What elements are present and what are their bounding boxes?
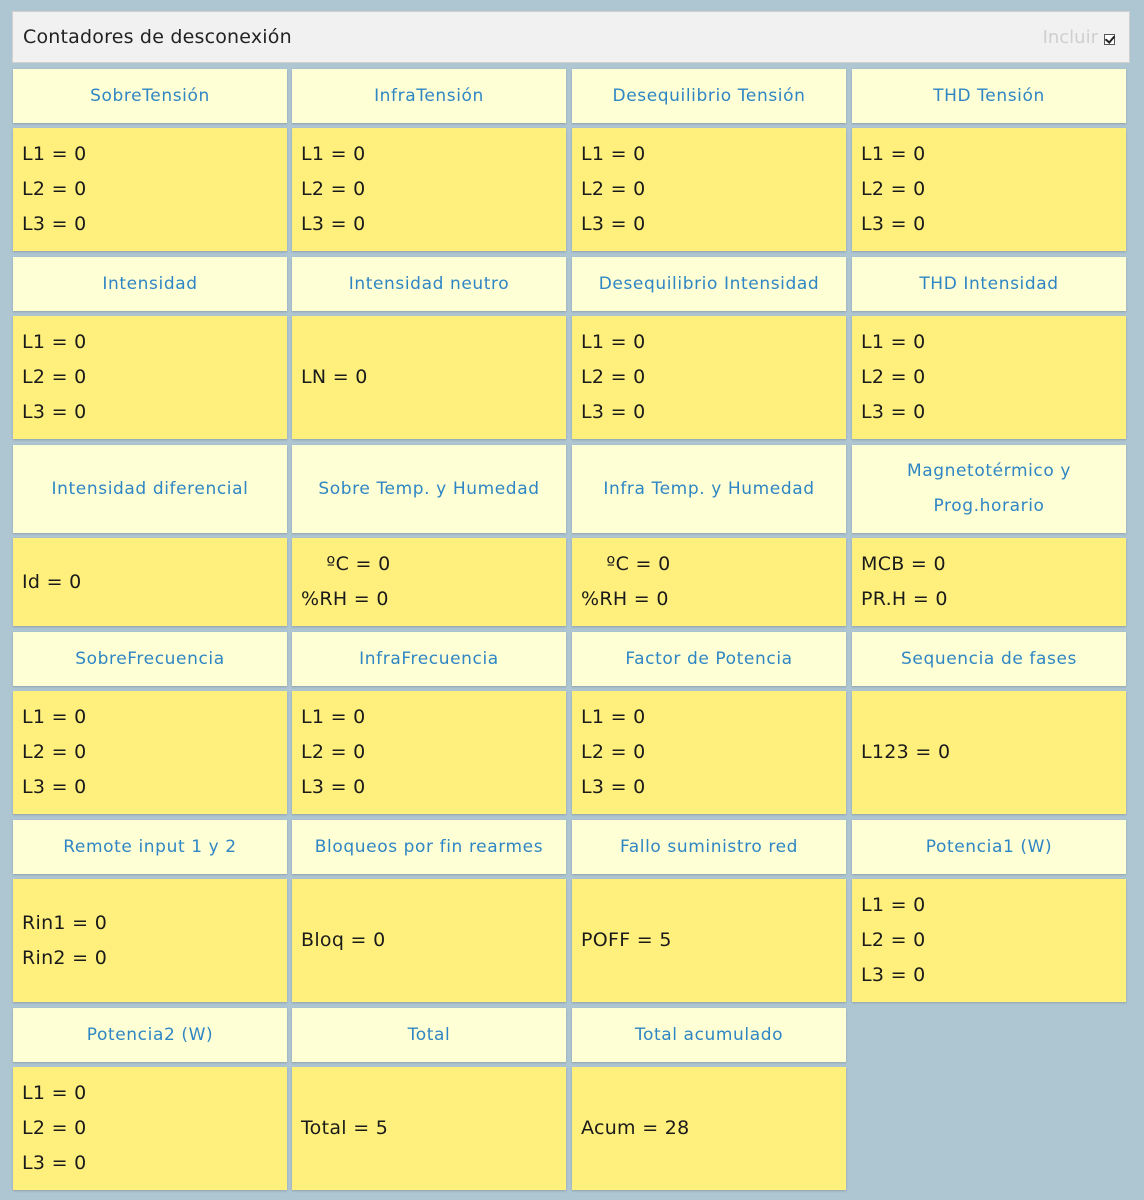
- card-title-text: InfraTensión: [374, 85, 484, 106]
- card-values-potencia1-w: [852, 879, 1126, 1002]
- card-values-total: [292, 1067, 566, 1190]
- card-title-total-acumulado: [572, 1008, 846, 1062]
- card-title-text: Fallo suministro red: [619, 836, 799, 857]
- card-values-thd-intensidad: [852, 316, 1126, 439]
- card-title-text: Intensidad diferencial: [51, 478, 249, 499]
- card-title-bloqueos-por-fin-rearmes: [292, 820, 566, 874]
- card-title-sobrefrecuencia: [13, 632, 287, 686]
- card-values-intensidad: [13, 316, 287, 439]
- counter-value: L1 = 0: [301, 706, 366, 728]
- card-values-infra-temp-y-humedad: [572, 538, 846, 626]
- card-values-desequilibrio-tension: [572, 128, 846, 251]
- card-title-text: Intensidad neutro: [348, 273, 510, 294]
- include-toggle[interactable]: [1043, 27, 1115, 48]
- card-values-thd-tension: [852, 128, 1126, 251]
- card-title-potencia1-w: [852, 820, 1126, 874]
- card-title-text: SobreTensión: [90, 85, 210, 106]
- counter-value: L2 = 0: [301, 741, 366, 763]
- card-title-text: Factor de Potencia: [625, 648, 793, 669]
- counter-value: MCB = 0: [861, 553, 946, 575]
- card-title-infrafrecuencia: [292, 632, 566, 686]
- counter-value: L2 = 0: [22, 366, 87, 388]
- card-title-line: Magnetotérmico y: [906, 461, 1072, 481]
- counter-value: L2 = 0: [301, 178, 366, 200]
- card-values-intensidad-diferencial: [13, 538, 287, 626]
- counter-value: ºC = 0: [581, 553, 671, 575]
- card-title-text: Total: [407, 1024, 451, 1045]
- card-title-desequilibrio-tension: [572, 69, 846, 123]
- card-title-intensidad-neutro: [292, 257, 566, 311]
- card-title-intensidad-diferencial: [13, 445, 287, 533]
- card-title-infra-temp-y-humedad: [572, 445, 846, 533]
- card-title-text: Remote input 1 y 2: [63, 836, 237, 857]
- card-values-intensidad-neutro: [292, 316, 566, 439]
- counter-value: L2 = 0: [22, 1117, 87, 1139]
- card-title-text: InfraFrecuencia: [359, 648, 499, 669]
- card-title-infratension: [292, 69, 566, 123]
- card-values-fallo-suministro-red: [572, 879, 846, 1002]
- card-title-text: THD Intensidad: [919, 273, 1059, 294]
- card-title-sequencia-de-fases: [852, 632, 1126, 686]
- counter-value: L1 = 0: [861, 331, 926, 353]
- card-values-magnetotermico-y-prog-horario: [852, 538, 1126, 626]
- card-title-text: THD Tensión: [933, 85, 1045, 106]
- card-title-thd-tension: [852, 69, 1126, 123]
- card-title-text: Desequilibrio Intensidad: [598, 273, 820, 294]
- panel-title: Contadores de desconexión: [23, 26, 292, 48]
- counter-value: L2 = 0: [581, 366, 646, 388]
- counter-value: L2 = 0: [861, 929, 926, 951]
- counter-value: L3 = 0: [22, 401, 87, 423]
- counter-value: %RH = 0: [581, 588, 669, 610]
- counter-value: LN = 0: [301, 366, 368, 388]
- counter-value: L1 = 0: [22, 331, 87, 353]
- counter-value: L1 = 0: [581, 143, 646, 165]
- card-values-sobre-temp-y-humedad: [292, 538, 566, 626]
- card-values-bloqueos-por-fin-rearmes: [292, 879, 566, 1002]
- card-title-intensidad: [13, 257, 287, 311]
- panel-header: [12, 11, 1130, 63]
- counter-value: L1 = 0: [861, 143, 926, 165]
- card-title-remote-input-1-y-2: [13, 820, 287, 874]
- card-title-text: Bloqueos por fin rearmes: [314, 836, 544, 857]
- counter-value: Id = 0: [22, 570, 82, 593]
- card-title-text: Desequilibrio Tensión: [612, 85, 806, 106]
- card-title-factor-de-potencia: [572, 632, 846, 686]
- counter-value: Bloq = 0: [301, 929, 386, 951]
- card-title-potencia2-w: [13, 1008, 287, 1062]
- card-values-potencia2-w: [13, 1067, 287, 1190]
- card-title-text: [907, 454, 1071, 524]
- counter-value: L2 = 0: [22, 178, 87, 200]
- counter-value: Acum = 28: [581, 1117, 690, 1139]
- counter-value: Rin2 = 0: [22, 946, 108, 969]
- counter-value: L3 = 0: [301, 776, 366, 798]
- counter-value: L3 = 0: [581, 401, 646, 423]
- counter-value: L2 = 0: [861, 366, 926, 388]
- include-checkbox[interactable]: [1104, 34, 1115, 45]
- counter-value: %RH = 0: [301, 588, 389, 610]
- counter-value: L1 = 0: [581, 331, 646, 353]
- card-values-sequencia-de-fases: [852, 691, 1126, 814]
- card-values-total-acumulado: [572, 1067, 846, 1190]
- card-values-factor-de-potencia: [572, 691, 846, 814]
- counter-value: L3 = 0: [581, 776, 646, 798]
- card-title-desequilibrio-intensidad: [572, 257, 846, 311]
- counter-value: PR.H = 0: [861, 588, 948, 610]
- counter-value: L1 = 0: [22, 1082, 87, 1104]
- card-values-infratension: [292, 128, 566, 251]
- counter-value: L3 = 0: [861, 964, 926, 986]
- card-title-line: Prog.horario: [933, 496, 1045, 516]
- card-title-text: SobreFrecuencia: [75, 648, 225, 669]
- counter-value: L2 = 0: [22, 741, 87, 763]
- card-values-infrafrecuencia: [292, 691, 566, 814]
- counter-value: Rin1 = 0: [22, 911, 108, 934]
- card-title-thd-intensidad: [852, 257, 1126, 311]
- counter-value: L2 = 0: [861, 178, 926, 200]
- counter-value: Total = 5: [301, 1117, 389, 1139]
- counter-value: L123 = 0: [861, 741, 951, 763]
- counter-value: L3 = 0: [301, 213, 366, 235]
- card-title-fallo-suministro-red: [572, 820, 846, 874]
- counter-value: L1 = 0: [861, 894, 926, 916]
- counter-value: L1 = 0: [22, 706, 87, 728]
- counter-value: L1 = 0: [301, 143, 366, 165]
- card-values-sobretension: [13, 128, 287, 251]
- counter-value: POFF = 5: [581, 929, 672, 951]
- card-title-text: Infra Temp. y Humedad: [603, 478, 815, 499]
- card-title-text: Potencia2 (W): [86, 1024, 214, 1045]
- card-title-text: Intensidad: [102, 273, 198, 294]
- card-values-remote-input-1-y-2: [13, 879, 287, 1002]
- card-title-text: Sobre Temp. y Humedad: [318, 478, 540, 499]
- card-title-sobretension: [13, 69, 287, 123]
- counter-value: L1 = 0: [22, 143, 87, 165]
- counter-value: L3 = 0: [861, 213, 926, 235]
- card-title-magnetotermico-y-prog-horario: [852, 445, 1126, 533]
- counter-value: ºC = 0: [301, 553, 391, 575]
- counter-value: L2 = 0: [581, 178, 646, 200]
- counter-value: L3 = 0: [22, 213, 87, 235]
- counter-value: L3 = 0: [581, 213, 646, 235]
- card-values-sobrefrecuencia: [13, 691, 287, 814]
- card-title-text: Potencia1 (W): [925, 836, 1053, 857]
- include-label: Incluir: [1042, 27, 1098, 48]
- card-title-total: [292, 1008, 566, 1062]
- counter-value: L1 = 0: [581, 706, 646, 728]
- counter-value: L3 = 0: [861, 401, 926, 423]
- counter-value: L2 = 0: [581, 741, 646, 763]
- counter-value: L3 = 0: [22, 776, 87, 798]
- card-title-sobre-temp-y-humedad: [292, 445, 566, 533]
- card-values-desequilibrio-intensidad: [572, 316, 846, 439]
- card-title-text: Sequencia de fases: [901, 648, 1077, 669]
- counter-value: L3 = 0: [22, 1152, 87, 1174]
- card-title-text: Total acumulado: [634, 1024, 784, 1045]
